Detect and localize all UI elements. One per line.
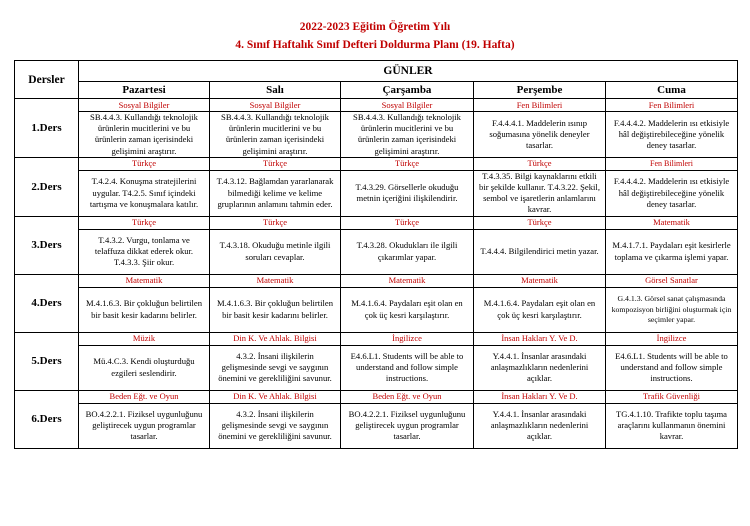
outcome-text: F.4.4.4.1. Maddelerin ısınıp soğumasına yönelik deneyler tasarlar.: [474, 112, 606, 158]
subject-label: Matematik: [210, 274, 341, 287]
subject-label: Beden Eğt. ve Oyun: [79, 390, 210, 403]
subject-label: Türkçe: [474, 216, 606, 229]
subject-label: Fen Bilimleri: [606, 157, 738, 170]
outcome-text: Mü.4.C.3. Kendi oluşturduğu ezgileri seslendirir.: [79, 345, 210, 390]
day-header-wednesday: Çarşamba: [341, 82, 474, 99]
outcome-text: M.4.1.6.3. Bir çokluğun belirtilen bir basit kesir kadarını belirler.: [210, 287, 341, 332]
subject-label: Matematik: [341, 274, 474, 287]
subject-label: Fen Bilimleri: [474, 99, 606, 112]
outcome-text: T.4.3.29. Görsellerle okuduğu metnin içeriğini ilişkilendirir.: [341, 170, 474, 216]
outcome-text: M.4.1.6.4. Paydaları eşit olan en çok üç kesri karşılaştırır.: [341, 287, 474, 332]
subject-label: Fen Bilimleri: [606, 99, 738, 112]
outcome-text: T.4.2.4. Konuşma stratejilerini uygular. T4.2.5. Sınıf içindeki tartışma ve konuşmalara katılır.: [79, 170, 210, 216]
outcome-text: E4.6.L1. Students will be able to understand and follow simple instructions.: [606, 345, 738, 390]
subject-label: Görsel Sanatlar: [606, 274, 738, 287]
outcome-text: BO.4.2.2.1. Fiziksel uygunluğunu geliştirecek uygun programlar tasarlar.: [79, 403, 210, 448]
subject-label: Türkçe: [79, 157, 210, 170]
subject-label: Matematik: [606, 216, 738, 229]
subject-label: Trafik Güvenliği: [606, 390, 738, 403]
outcome-text: G.4.1.3. Görsel sanat çalışmasında kompozisyon birliğini oluşturmak için seçimler yapar.: [606, 287, 738, 332]
gunler-header: GÜNLER: [79, 61, 738, 82]
subject-label: Türkçe: [79, 216, 210, 229]
outcome-text: F.4.4.4.2. Maddelerin ısı etkisiyle hâl değiştirebileceğine yönelik deney tasarlar.: [606, 170, 738, 216]
lesson-label: 4.Ders: [15, 274, 79, 332]
subject-label: İngilizce: [606, 332, 738, 345]
outcome-text: BO.4.2.2.1. Fiziksel uygunluğunu geliştirecek uygun programlar tasarlar.: [341, 403, 474, 448]
outcome-text: F.4.4.4.2. Maddelerin ısı etkisiyle hâl değiştirebileceğine yönelik deney tasarlar.: [606, 112, 738, 158]
outcome-text: M.4.1.6.3. Bir çokluğun belirtilen bir basit kesir kadarını belirler.: [79, 287, 210, 332]
subject-label: Müzik: [79, 332, 210, 345]
outcome-text: T.4.3.28. Okudukları ile ilgili çıkarımlar yapar.: [341, 229, 474, 274]
outcome-text: 4.3.2. İnsani ilişkilerin gelişmesinde sevgi ve saygının önemini ve gerekliliğini savunur.: [210, 403, 341, 448]
outcome-text: SB.4.4.3. Kullandığı teknolojik ürünlerin mucitlerini ve bu ürünlerin zaman içerisindeki gelişimini araştırır.: [341, 112, 474, 158]
subject-label: Türkçe: [210, 216, 341, 229]
subject-label: Din K. Ve Ahlak. Bilgisi: [210, 332, 341, 345]
subject-label: Matematik: [79, 274, 210, 287]
subject-label: Sosyal Bilgiler: [79, 99, 210, 112]
subject-label: Din K. Ve Ahlak. Bilgisi: [210, 390, 341, 403]
outcome-text: T.4.3.2. Vurgu, tonlama ve telaffuza dikkat ederek okur. T.4.3.3. Şiir okur.: [79, 229, 210, 274]
subject-label: İnsan Hakları Y. Ve D.: [474, 332, 606, 345]
outcome-text: T.4.3.35. Bilgi kaynaklarını etkili bir şekilde kullanır. T.4.3.22. Şekil, sembol ve işaretlerin anlamlarını kavrar.: [474, 170, 606, 216]
outcome-text: SB.4.4.3. Kullandığı teknolojik ürünlerin mucitlerini ve bu ürünlerin zaman içerisindeki gelişimini araştırır.: [79, 112, 210, 158]
outcome-text: Y.4.4.1. İnsanlar arasındaki anlaşmazlıkların nedenlerini açıklar.: [474, 345, 606, 390]
day-header-monday: Pazartesi: [79, 82, 210, 99]
subject-label: Matematik: [474, 274, 606, 287]
weekly-plan-table: [14, 60, 738, 449]
subject-label: İnsan Hakları Y. Ve D.: [474, 390, 606, 403]
outcome-text: M.4.1.7.1. Paydaları eşit kesirlerle toplama ve çıkarma işlemi yapar.: [606, 229, 738, 274]
subject-label: Türkçe: [341, 216, 474, 229]
lesson-label: 6.Ders: [15, 390, 79, 448]
subject-label: Türkçe: [341, 157, 474, 170]
subject-label: Beden Eğt. ve Oyun: [341, 390, 474, 403]
day-header-thursday: Perşembe: [474, 82, 606, 99]
dersler-header: Dersler: [15, 61, 79, 99]
subject-label: Sosyal Bilgiler: [210, 99, 341, 112]
outcome-text: T.4.3.12. Bağlamdan yararlanarak bilmediği kelime ve kelime gruplarının anlamını tahmin eder.: [210, 170, 341, 216]
outcome-text: T.4.4.4. Bilgilendirici metin yazar.: [474, 229, 606, 274]
outcome-text: TG.4.1.10. Trafikte toplu taşıma araçlarını kullanmanın önemini kavrar.: [606, 403, 738, 448]
lesson-label: 1.Ders: [15, 99, 79, 158]
outcome-text: 4.3.2. İnsani ilişkilerin gelişmesinde sevgi ve saygının önemini ve gerekliliğini savunur.: [210, 345, 341, 390]
subject-label: Türkçe: [474, 157, 606, 170]
subject-label: Sosyal Bilgiler: [341, 99, 474, 112]
lesson-label: 5.Ders: [15, 332, 79, 390]
outcome-text: T.4.3.18. Okuduğu metinle ilgili soruları cevaplar.: [210, 229, 341, 274]
lesson-label: 2.Ders: [15, 157, 79, 216]
outcome-text: M.4.1.6.4. Paydaları eşit olan en çok üç kesri karşılaştırır.: [474, 287, 606, 332]
plan-week-title: 4. Sınıf Haftalık Sınıf Defteri Doldurma Planı (19. Hafta): [235, 39, 515, 51]
plan-year-title: 2022-2023 Eğitim Öğretim Yılı: [299, 21, 451, 33]
lesson-label: 3.Ders: [15, 216, 79, 274]
outcome-text: SB.4.4.3. Kullandığı teknolojik ürünlerin mucitlerini ve bu ürünlerin zaman içerisindeki gelişimini araştırır.: [210, 112, 341, 158]
day-header-friday: Cuma: [606, 82, 738, 99]
subject-label: Türkçe: [210, 157, 341, 170]
outcome-text: E4.6.L1. Students will be able to understand and follow simple instructions.: [341, 345, 474, 390]
outcome-text: Y.4.4.1. İnsanlar arasındaki anlaşmazlıkların nedenlerini açıklar.: [474, 403, 606, 448]
day-header-tuesday: Salı: [210, 82, 341, 99]
subject-label: İngilizce: [341, 332, 474, 345]
